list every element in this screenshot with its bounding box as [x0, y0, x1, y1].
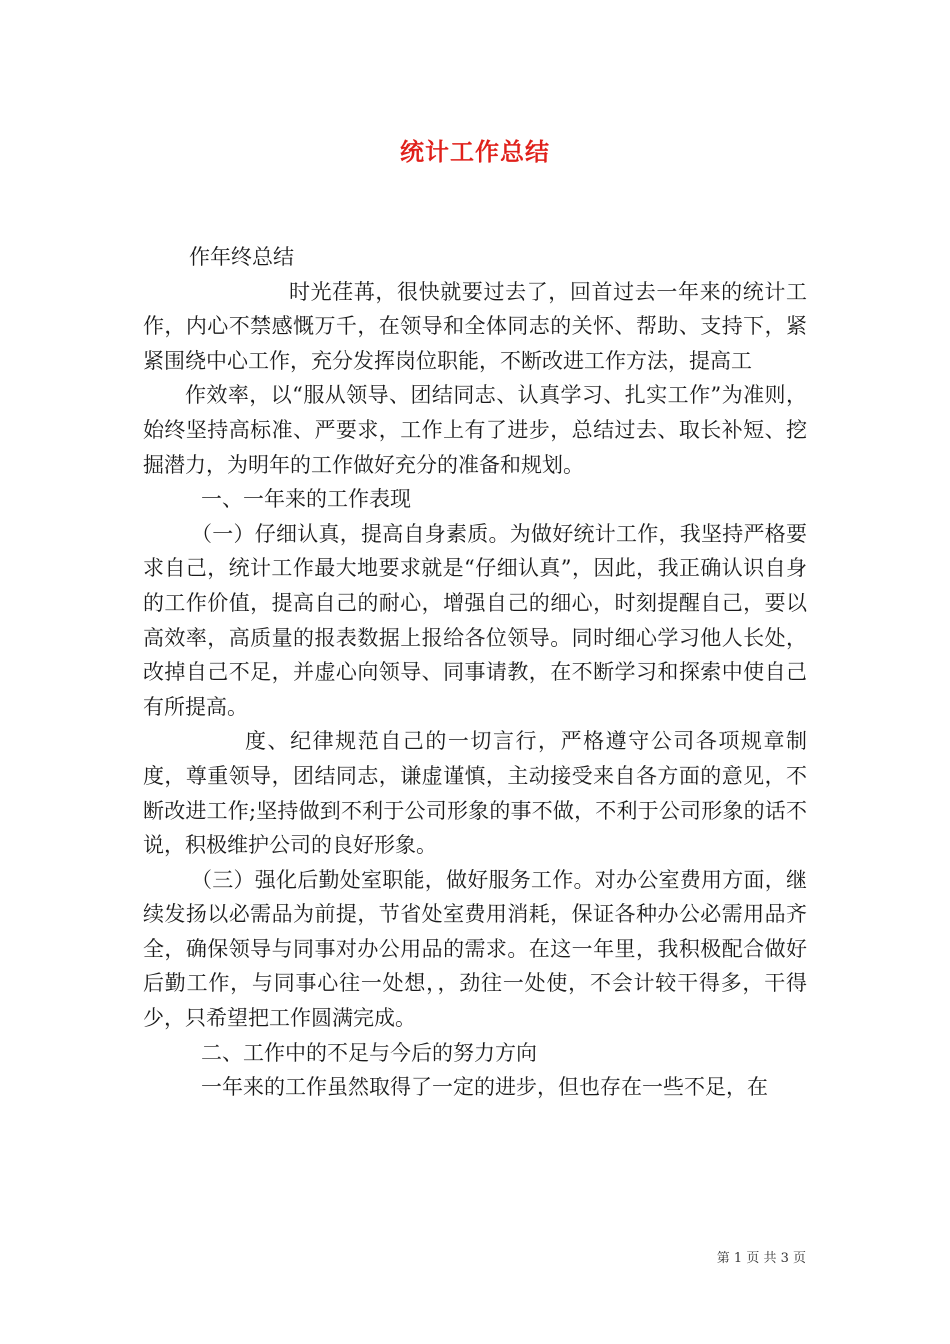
paragraph-subsection-2: 度、纪律规范自己的一切言行，严格遵守公司各项规章制度，尊重领导，团结同志，谦虚谨慎，主动接受来自各方面的意见，不断改进工作;坚持做到不利于公司形象的事不做，不利于公司形象的话不说，积极维护公司的良好形象。: [143, 729, 807, 858]
section-heading-1: 一、一年来的工作表现: [201, 487, 411, 512]
document-body: [143, 240, 807, 1105]
paragraph-subsection-1: （一）仔细认真，提高自身素质。为做好统计工作，我坚持严格要求自己，统计工作最大地要求就是“仔细认真”，因此，我正确认识自身的工作价值，提高自己的耐心，增强自己的细心，时刻提醒自己，要以高效率，高质量的报表数据上报给各位领导。同时细心学习他人长处，改掉自己不足，并虚心向领导、同事请教，在不断学习和探索中使自己有所提高。: [143, 521, 807, 719]
paragraph-continuation: 作效率，以“服从领导、团结同志、认真学习、扎实工作”为准则，始终坚持高标准、严要求，工作上有了进步，总结过去、取长补短、挖掘潜力，为明年的工作做好充分的准备和规划。: [143, 383, 807, 477]
document-title: 统计工作总结: [400, 137, 550, 166]
paragraph-subsection-3: （三）强化后勤处室职能，做好服务工作。对办公室费用方面，继续发扬以必需品为前提，节省处室费用消耗，保证各种办公必需用品齐全，确保领导与同事对办公用品的需求。在这一年里，我积极配合做好后勤工作，与同事心往一处想，，劲往一处使，不会计较干得多，干得少，只希望把工作圆满完成。: [143, 867, 807, 1031]
section-heading-2: 二、工作中的不足与今后的努力方向: [201, 1040, 537, 1065]
document-subtitle: 作年终总结: [189, 245, 294, 269]
paragraph-intro: 时光荏苒，很快就要过去了，回首过去一年来的统计工作，内心不禁感慨万千，在领导和全体同志的关怀、帮助、支持下，紧紧围绕中心工作，充分发挥岗位职能，不断改进工作方法，提高工: [143, 279, 807, 373]
page-number: 第 1 页 共 3 页: [716, 1251, 806, 1266]
paragraph-closing: 一年来的工作虽然取得了一定的进步，但也存在一些不足，在: [201, 1075, 768, 1100]
